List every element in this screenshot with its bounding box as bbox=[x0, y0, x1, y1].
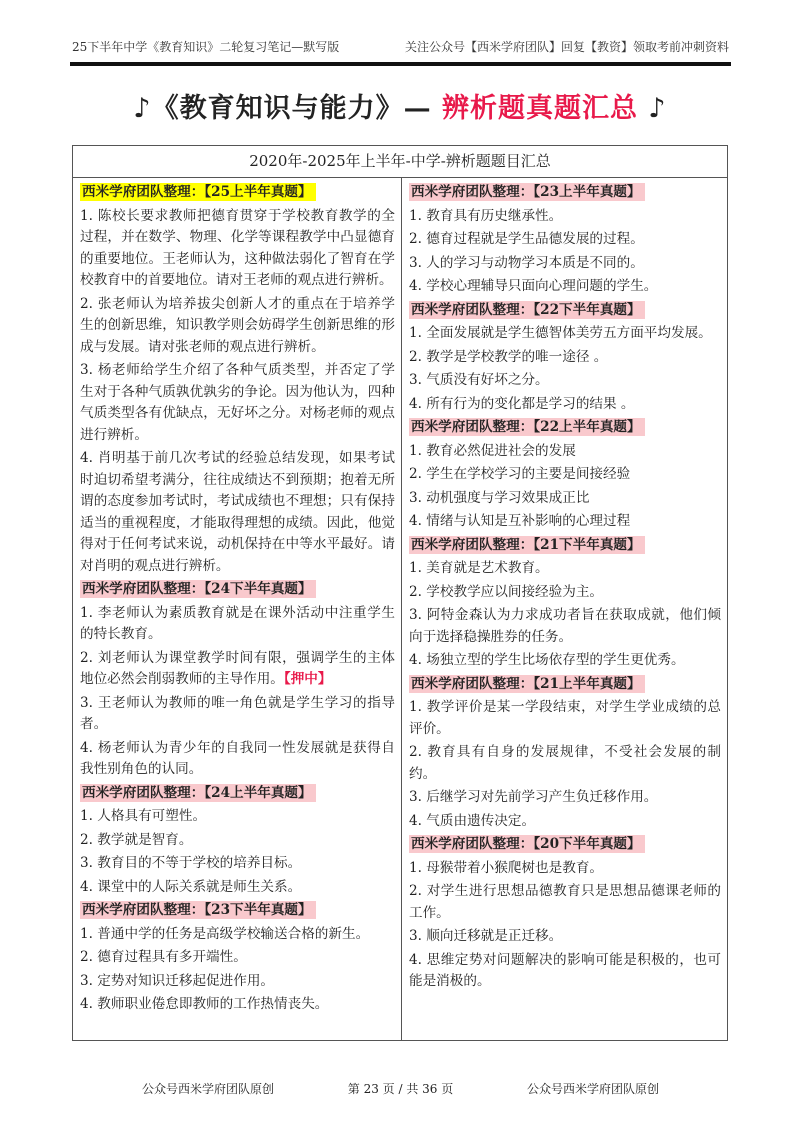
section-heading bbox=[80, 900, 395, 922]
question-text: 1. 美育就是艺术教育。 bbox=[409, 560, 549, 576]
running-header bbox=[72, 38, 729, 55]
question-item bbox=[80, 738, 395, 781]
section-tag: 西米学府团队整理：【22上半年真题】 bbox=[409, 418, 645, 436]
question-text: 2. 教学就是智育。 bbox=[80, 831, 193, 848]
section-tag: 西米学府团队整理：【22下半年真题】 bbox=[409, 301, 645, 319]
section-heading bbox=[409, 182, 721, 204]
question-text: 4. 所有行为的变化都是学习的结果 。 bbox=[409, 395, 635, 412]
question-item bbox=[409, 229, 721, 251]
header-divider bbox=[70, 62, 731, 66]
section-tag: 西米学府团队整理：【20下半年真题】 bbox=[409, 835, 645, 853]
question-item bbox=[80, 971, 395, 993]
question-table bbox=[72, 145, 728, 1041]
question-item bbox=[409, 742, 721, 785]
section-tag: 西米学府团队整理：【23上半年真题】 bbox=[409, 183, 645, 201]
question-item bbox=[80, 853, 395, 875]
section-heading bbox=[409, 674, 721, 696]
hit-badge: 【押中】 bbox=[283, 671, 332, 687]
right-column bbox=[402, 178, 727, 1040]
question-text: 2. 学生在学校学习的主要是间接经验 bbox=[409, 466, 631, 482]
question-item bbox=[409, 811, 721, 833]
question-text: 2. 教育具有自身的发展规律，不受社会发展的制约。 bbox=[409, 744, 721, 782]
question-text: 4. 肖明基于前几次考试的经验总结发现，如果考试时迫切希望考满分，往往成绩达不到预期；抱着无所谓的态度参加考试时，考试成绩也不理想；只有保持适当的重视程度，才能取得理想的成绩。因此，他觉得对于任何考试来说，动机保持在中等水平最好。请对肖明的观点进行辨析。 bbox=[80, 450, 395, 574]
question-text: 1. 教育必然促进社会的发展 bbox=[409, 442, 576, 459]
question-item bbox=[409, 394, 721, 416]
question-text: 2. 对学生进行思想品德教育只是思想品德课老师的工作。 bbox=[409, 883, 721, 921]
question-item bbox=[80, 994, 395, 1016]
question-text: 3. 顺向迁移就是正迁移。 bbox=[409, 928, 563, 944]
section-tag: 西米学府团队整理：【21上半年真题】 bbox=[409, 675, 645, 693]
question-text: 4. 课堂中的人际关系就是师生关系。 bbox=[80, 878, 302, 895]
question-item bbox=[409, 370, 721, 392]
question-text: 2. 学校教学应以间接经验为主。 bbox=[409, 583, 604, 600]
section-tag: 西米学府团队整理：【21下半年真题】 bbox=[409, 536, 645, 554]
question-item bbox=[409, 276, 721, 298]
question-item bbox=[80, 806, 395, 828]
question-text: 2. 刘老师认为课堂教学时间有限，强调学生的主体地位必然会削弱教师的主导作用。 bbox=[80, 649, 395, 687]
question-item bbox=[409, 697, 721, 740]
question-text: 1. 全面发展就是学生德智体美劳五方面平均发展。 bbox=[409, 325, 712, 341]
question-item bbox=[409, 582, 721, 604]
title-part-2: 辨析题真题汇总 bbox=[442, 93, 638, 124]
header-right-text: 关注公众号【西米学府团队】回复【教资】领取考前冲刺资料 bbox=[404, 40, 729, 54]
question-item bbox=[80, 924, 395, 946]
table-heading: 2020年-2025年上半年-中学-辨析题题目汇总 bbox=[73, 146, 727, 178]
question-item bbox=[409, 950, 721, 993]
question-text: 4. 思维定势对问题解决的影响可能是积极的，也可能是消极的。 bbox=[409, 951, 721, 989]
question-text: 1. 教育具有历史继承性。 bbox=[409, 207, 563, 224]
section-tag: 西米学府团队整理：【24下半年真题】 bbox=[80, 580, 316, 598]
section-heading bbox=[80, 783, 395, 805]
question-item bbox=[409, 253, 721, 275]
question-item bbox=[80, 360, 395, 446]
question-item bbox=[409, 558, 721, 580]
question-text: 3. 气质没有好坏之分。 bbox=[409, 372, 549, 388]
question-item bbox=[80, 648, 395, 691]
question-text: 3. 动机强度与学习效果成正比 bbox=[409, 489, 590, 506]
section-heading bbox=[80, 579, 395, 601]
question-item bbox=[409, 787, 721, 809]
question-text: 4. 气质由遗传决定。 bbox=[409, 812, 536, 829]
question-item bbox=[409, 881, 721, 924]
question-text: 3. 王老师认为教师的唯一角色就是学生学习的指导者。 bbox=[80, 694, 395, 732]
question-item bbox=[409, 858, 721, 880]
question-text: 3. 阿特金森认为力求成功者旨在获取成就，他们倾向于选择稳操胜券的任务。 bbox=[409, 607, 721, 645]
question-text: 3. 后继学习对先前学习产生负迁移作用。 bbox=[409, 789, 658, 805]
question-item bbox=[409, 650, 721, 672]
question-item bbox=[409, 511, 721, 533]
left-column bbox=[73, 178, 402, 1040]
question-text: 4. 杨老师认为青少年的自我同一性发展就是获得自我性别角色的认同。 bbox=[80, 739, 395, 777]
page-footer bbox=[72, 1080, 729, 1097]
title-part-1: ♪《教育知识与能力》— bbox=[133, 93, 442, 124]
page-number: 第 23 页 / 共 36 页 bbox=[347, 1082, 454, 1096]
question-item bbox=[80, 877, 395, 899]
footer-right-text: 公众号西米学府团队原创 bbox=[526, 1082, 659, 1096]
section-heading bbox=[409, 834, 721, 856]
question-text: 2. 德育过程就是学生品德发展的过程。 bbox=[409, 231, 644, 247]
page-title bbox=[0, 86, 800, 125]
question-item bbox=[80, 603, 395, 646]
question-item bbox=[80, 947, 395, 969]
question-item bbox=[409, 926, 721, 948]
question-item bbox=[409, 464, 721, 486]
question-text: 3. 杨老师给学生介绍了各种气质类型，并否定了学生对于各种气质孰优孰劣的争论。因为他认为，四种气质类型各有优缺点，无好坏之分。对杨老师的观点进行辨析。 bbox=[80, 362, 395, 443]
footer-left-text: 公众号西米学府团队原创 bbox=[142, 1082, 275, 1096]
question-item bbox=[80, 693, 395, 736]
question-text: 4. 场独立型的学生比场依存型的学生更优秀。 bbox=[409, 652, 685, 668]
question-item bbox=[80, 830, 395, 852]
question-item bbox=[409, 347, 721, 369]
question-item bbox=[80, 448, 395, 577]
section-heading bbox=[80, 182, 395, 204]
question-text: 2. 教学是学校教学的唯一途径 。 bbox=[409, 348, 608, 365]
question-text: 4. 情绪与认知是互补影响的心理过程 bbox=[409, 513, 631, 529]
title-part-3: ♪ bbox=[638, 93, 667, 124]
header-left-text: 25下半年中学《教育知识》二轮复习笔记—默写版 bbox=[72, 40, 340, 54]
question-item bbox=[80, 206, 395, 292]
question-text: 1. 教学评价是某一学段结束，对学生学业成绩的总评价。 bbox=[409, 699, 721, 737]
question-item bbox=[409, 441, 721, 463]
section-heading bbox=[409, 535, 721, 557]
section-tag: 西米学府团队整理：【25上半年真题】 bbox=[80, 183, 316, 201]
question-text: 1. 普通中学的任务是高级学校输送合格的新生。 bbox=[80, 925, 370, 942]
question-text: 1. 母猴带着小猴爬树也是教育。 bbox=[409, 859, 604, 876]
question-text: 4. 学校心理辅导只面向心理问题的学生。 bbox=[409, 278, 658, 294]
section-tag: 西米学府团队整理：【24上半年真题】 bbox=[80, 784, 316, 802]
section-heading bbox=[409, 300, 721, 322]
question-text: 3. 人的学习与动物学习本质是不同的。 bbox=[409, 254, 644, 271]
question-item bbox=[409, 323, 721, 345]
question-text: 2. 德育过程具有多开端性。 bbox=[80, 949, 247, 965]
question-text: 2. 张老师认为培养拔尖创新人才的重点在于培养学生的创新思维，知识教学则会妨碍学生创新思维的形成与发展。请对张老师的观点进行辨析。 bbox=[80, 295, 395, 355]
question-text: 1. 陈校长要求教师把德育贯穿于学校教育教学的全过程，并在数学、物理、化学等课程教学中凸显德育的重要地位。王老师认为，这种做法弱化了智育在学校教育中的首要地位。请对王老师的观点进行辨析。 bbox=[80, 207, 395, 288]
section-heading bbox=[409, 417, 721, 439]
question-text: 3. 教育目的不等于学校的培养目标。 bbox=[80, 855, 302, 871]
question-text: 4. 教师职业倦怠即教师的工作热情丧失。 bbox=[80, 996, 329, 1012]
question-text: 1. 人格具有可塑性。 bbox=[80, 808, 207, 824]
question-item bbox=[80, 294, 395, 359]
section-tag: 西米学府团队整理：【23下半年真题】 bbox=[80, 901, 316, 919]
question-item bbox=[409, 605, 721, 648]
question-item bbox=[409, 488, 721, 510]
question-text: 3. 定势对知识迁移起促进作用。 bbox=[80, 972, 275, 989]
question-text: 1. 李老师认为素质教育就是在课外活动中注重学生的特长教育。 bbox=[80, 604, 395, 642]
question-item bbox=[409, 206, 721, 228]
